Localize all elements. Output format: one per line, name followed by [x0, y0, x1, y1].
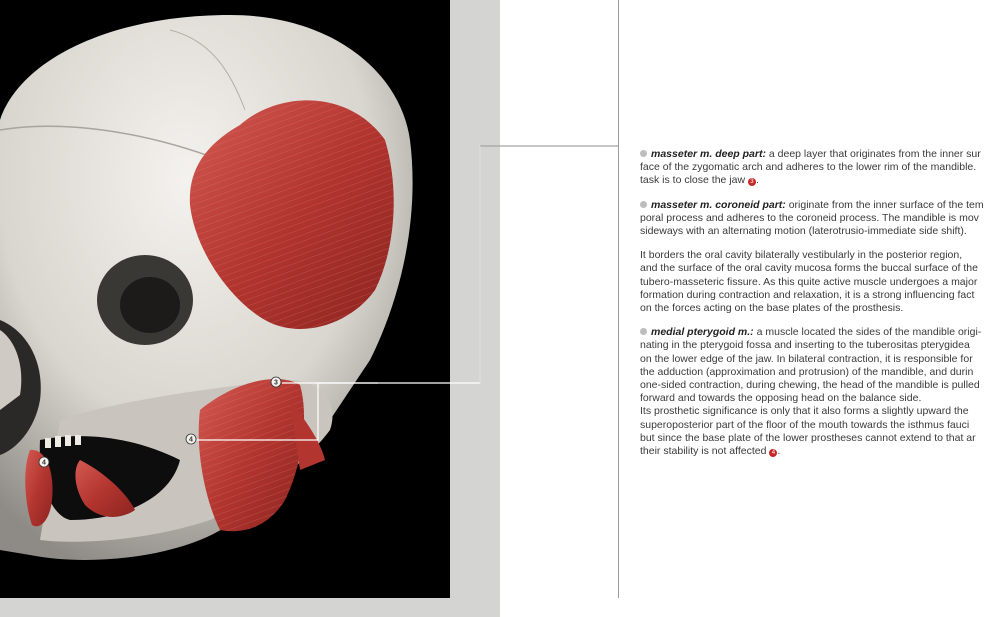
description-text: [640, 148, 1000, 469]
bullet-icon: [640, 201, 647, 208]
leader-line-deep-part: [282, 146, 618, 383]
term-masseter-deep: masseter m. deep part:: [651, 148, 766, 160]
bullet-icon: [640, 328, 647, 335]
leader-line-pterygoid: [197, 383, 378, 440]
reference-number-4: 4: [769, 449, 777, 457]
paragraph-medial-pterygoid: medial pterygoid m.: a muscle located the sides of the mandible origi- nating in the pterygoid fossa and inserting to the tuberositas pterygidea on the lower edge of the jaw. In bilateral contraction, it is responsible for the adduction (approximation and protrusion) of the mandible, and durin one-sided contraction, during chewing, the head of the mandible is pulled forward and towards the opposing head on the balance side. Its prosthetic significance is only that it also forms a slightly upward the superoposterior part of the floor of the mouth towards the isthmus fauci but since the base plate of the lower prostheses cannot extend to that ar their stability is not affected 4 .: [640, 326, 982, 458]
svg-text:4: 4: [42, 459, 46, 467]
paragraph-oral-cavity: It borders the oral cavity bilaterally vestibularly in the posterior region, and the surface of the oral cavity mucosa forms the buccal surface of the tubero-masseteric fissure. As this quite active muscle undergoes a major formation during contraction and relaxation, it is a strong influencing fact on the forces acting on the base plates of the prosthesis.: [640, 249, 978, 315]
bullet-icon: [640, 150, 647, 157]
svg-text:4: 4: [189, 436, 193, 444]
reference-number-3: 3: [748, 178, 756, 186]
term-masseter-coroneid: masseter m. coroneid part:: [651, 198, 786, 211]
svg-text:3: 3: [274, 379, 278, 387]
paragraph-masseter-coroneid: masseter m. coroneid part: originate from the inner surface of the tem poral process and adheres to the coroneid process. The mandible is mov sideways with an alternating motion (laterotrusio-immediate side shift).: [640, 198, 984, 238]
paragraph-masseter-deep: masseter m. deep part: a deep layer that originates from the inner sur face of the zygomatic arch and adheres to the lower rim of the mandible. task is to close the jaw 3 .: [640, 148, 981, 187]
term-medial-pterygoid: medial pterygoid m.:: [651, 326, 754, 339]
